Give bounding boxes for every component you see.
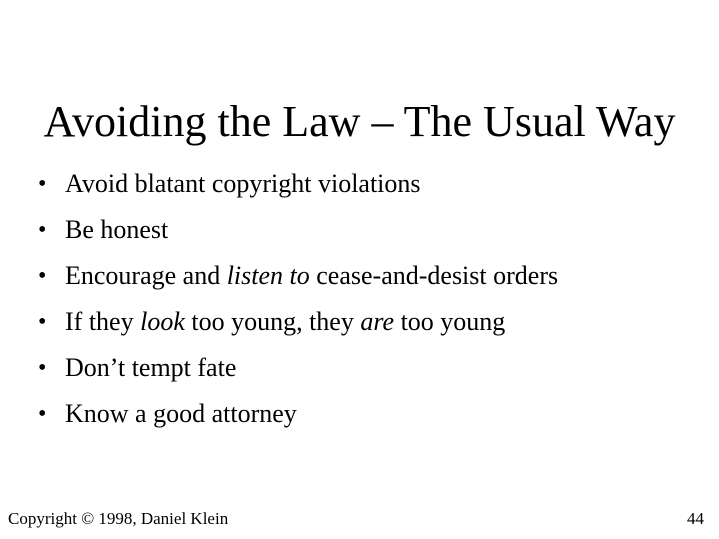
bullet-list: [38, 161, 699, 437]
list-item: [38, 345, 699, 391]
footer-copyright: Copyright © 1998, Daniel Klein: [8, 509, 229, 528]
bullet-icon: •: [38, 217, 47, 243]
bullet-text: Be honest: [65, 215, 169, 244]
bullet-icon: •: [38, 401, 47, 427]
bullet-text-emphasis: look: [140, 307, 185, 336]
list-item: [38, 299, 699, 345]
bullet-icon: •: [38, 309, 47, 335]
list-item: [38, 253, 699, 299]
slide-title: Avoiding the Law – The Usual Way: [43, 97, 676, 147]
bullet-text: Avoid blatant copyright violations: [65, 169, 421, 198]
list-item: [38, 161, 699, 207]
bullet-text: cease-and-desist orders: [309, 261, 559, 290]
list-item: [38, 391, 699, 437]
bullet-text: Don’t tempt fate: [65, 353, 237, 382]
bullet-icon: •: [38, 171, 47, 197]
bullet-icon: •: [38, 263, 47, 289]
bullet-text: Encourage and: [65, 261, 227, 290]
bullet-text: too young, they: [184, 307, 361, 336]
footer-page-number: 44: [687, 509, 704, 528]
bullet-text: too young: [394, 307, 506, 336]
bullet-text-emphasis: are: [360, 307, 395, 336]
bullet-text: Know a good attorney: [65, 399, 297, 428]
bullet-text-emphasis: listen to: [226, 261, 310, 290]
list-item: [38, 207, 699, 253]
bullet-icon: •: [38, 355, 47, 381]
bullet-text: If they: [65, 307, 141, 336]
